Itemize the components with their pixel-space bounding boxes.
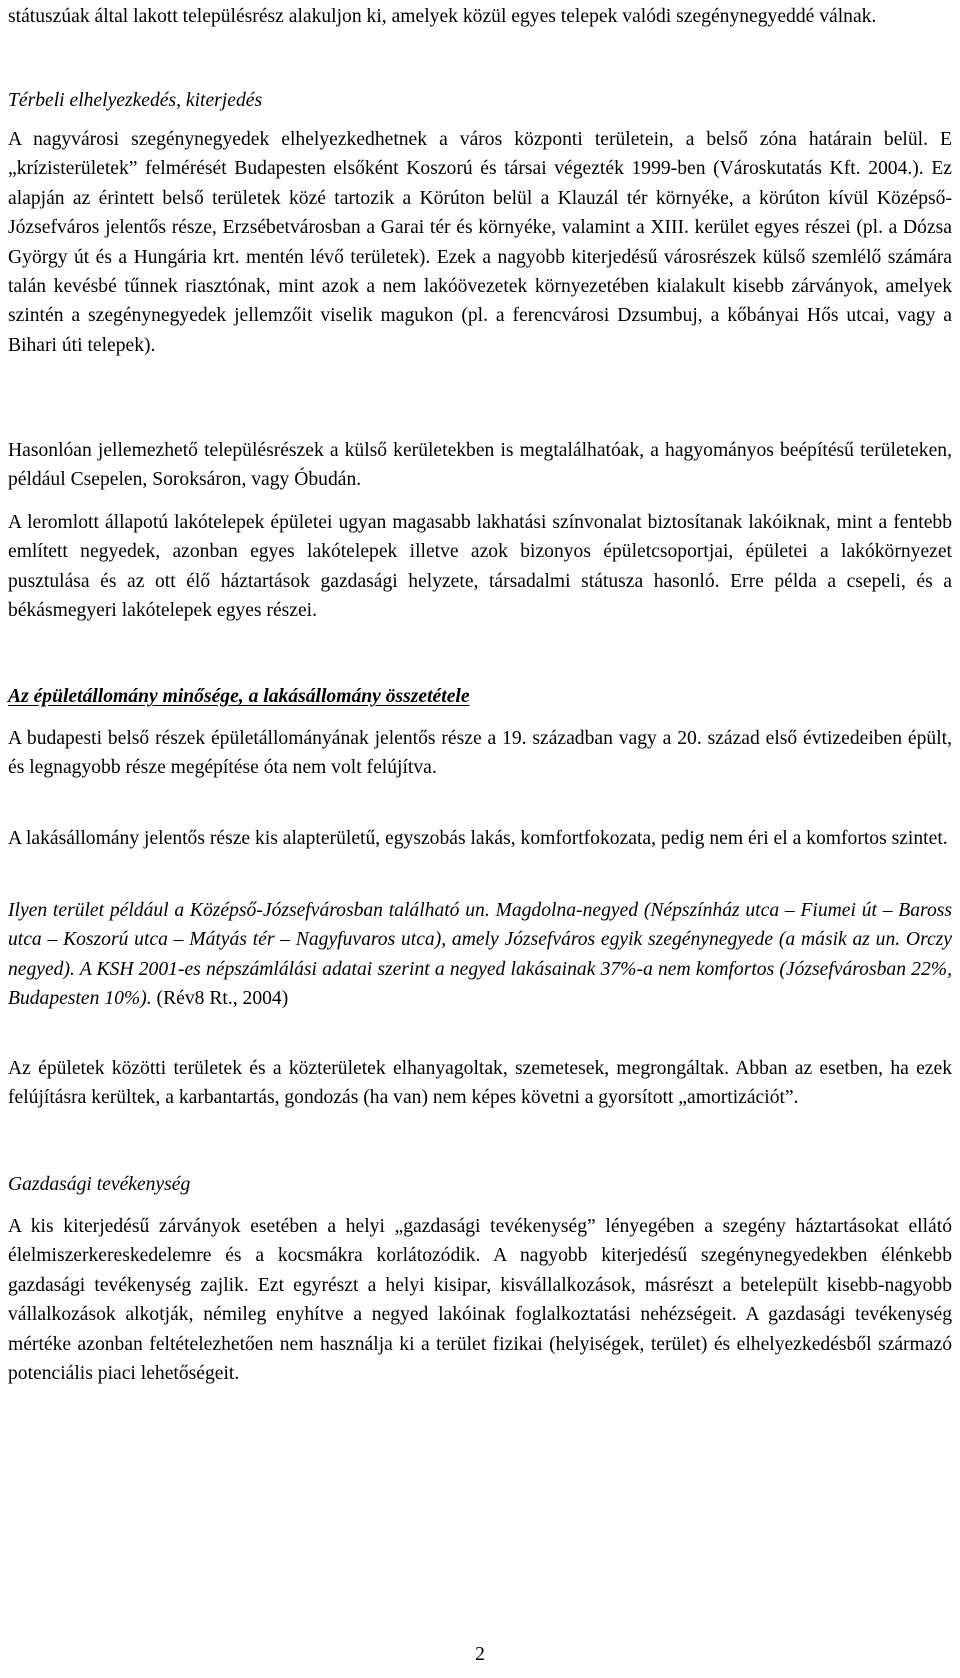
paragraph-spatial-2: Hasonlóan jellemezhető településrészek a külső kerületekben is megtalálhatóak, a hagyományos beépítésű területeken, például Csepelen, Soroksáron, vagy Óbudán.: [8, 440, 952, 491]
citation: (Rév8 Rt., 2004): [151, 988, 289, 1010]
section-title-economy: Gazdasági tevékenység: [8, 1174, 191, 1195]
paragraph-economy-1: A kis kiterjedésű zárványok esetében a helyi „gazdasági tevékenység” lényegében a szegény háztartásokat ellátó élelmiszerkereskedelemre és a kocsmákra korlátozódik. A nagyobb kiterjedésű szegénynegyedekben élénkebb gazdasági tevékenység zajlik. Ezt egyrészt a helyi kisipar, kisvállalkozások, másrészt a betelepült kisebb-nagyobb vállalkozások alkotják, némileg enyhítve a negyed lakóinak foglalkoztatási nehézségeit. A gazdasági tevékenység mértéke azonban feltételezhetően nem használja ki a terület fizikai (helyiségek, terület) és elhelyezkedésből származó potenciális piaci lehetőségeit.: [8, 1216, 952, 1385]
intro-paragraph: státuszúak által lakott településrész alakuljon ki, amelyek közül egyes telepek valódi szegénynegyeddé válnak.: [8, 6, 877, 27]
paragraph-spatial-3: A leromlott állapotú lakótelepek épületei ugyan magasabb lakhatási színvonalat biztosítanak lakóiknak, mint a fentebb említett negyedek, azonban egyes lakótelepek illetve azok bizonyos épületcsoportjai, épületei a lakókörnyezet pusztulása és az ott élő háztartások gazdasági helyzete, társadalmi státusza hasonló. Erre példa a csepeli, és a békásmegyeri lakótelepek egyes részei.: [8, 512, 952, 622]
paragraph-buildings-1: A budapesti belső részek épületállományának jelentős része a 19. században vagy a 20. század első évtizedeiben épült, és legnagyobb része megépítése óta nem volt felújítva.: [8, 728, 952, 779]
magdolna-quarter-text: Ilyen terület például a Középső-Józsefvárosban található un. Magdolna-negyed (Népszínház utca – Fiumei út – Baross utca – Koszorú utca – Mátyás tér – Nagyfuvaros utca), amely Józsefváros egyik szegénynegyede (a másik az un. Orczy negyed). A KSH 2001-es népszámlálási adatai szerint a negyed lakásainak 37%-a nem komfortos (Józsefvárosban 22%, Budapesten 10%).: [8, 900, 952, 1010]
section-title-buildings: Az épületállomány minősége, a lakásállomány összetétele: [8, 686, 470, 707]
paragraph-buildings-4: Az épületek közötti területek és a közterületek elhanyagoltak, szemetesek, megrongáltak. Abban az esetben, ha ezek felújításra kerültek, a karbantartás, gondozás (ha van) nem képes követni a gyorsított „amortizációt”.: [8, 1058, 952, 1109]
section-title-spatial: Térbeli elhelyezkedés, kiterjedés: [8, 90, 263, 111]
page-number: 2: [475, 1644, 485, 1665]
paragraph-spatial-1: A nagyvárosi szegénynegyedek elhelyezkedhetnek a város központi területein, a belső zóna határain belül. E „krízisterületek” felmérését Budapesten elsőként Koszorú és társai végezték 1999-ben (Városkutatás Kft. 2004.). Ez alapján az érintett belső területek közé tartozik a Körúton belül a Klauzál tér környéke, a körúton kívül Középső-Józsefváros jelentős része, Erzsébetvárosban a Garai tér és környéke, valamint a XIII. kerület egyes részei (pl. a Dózsa György út és a Hungária krt. mentén lévő területek). Ezek a nagyobb kiterjedésű városrészek külső szemlélő számára talán kevésbé tűnnek riasztónak, mint azok a nem lakóövezetek környezetében kialakult kisebb zárványok, amelyek szintén a szegénynegyedek jellemzőit viselik magukon (pl. a ferencvárosi Dzsumbuj, a kőbányai Hős utcai, vagy a Bihari úti telepek).: [8, 129, 952, 356]
paragraph-buildings-3: [8, 896, 952, 1014]
paragraph-buildings-2: A lakásállomány jelentős része kis alapterületű, egyszobás lakás, komfortfokozata, pedig nem éri el a komfortos szintet.: [8, 828, 948, 849]
